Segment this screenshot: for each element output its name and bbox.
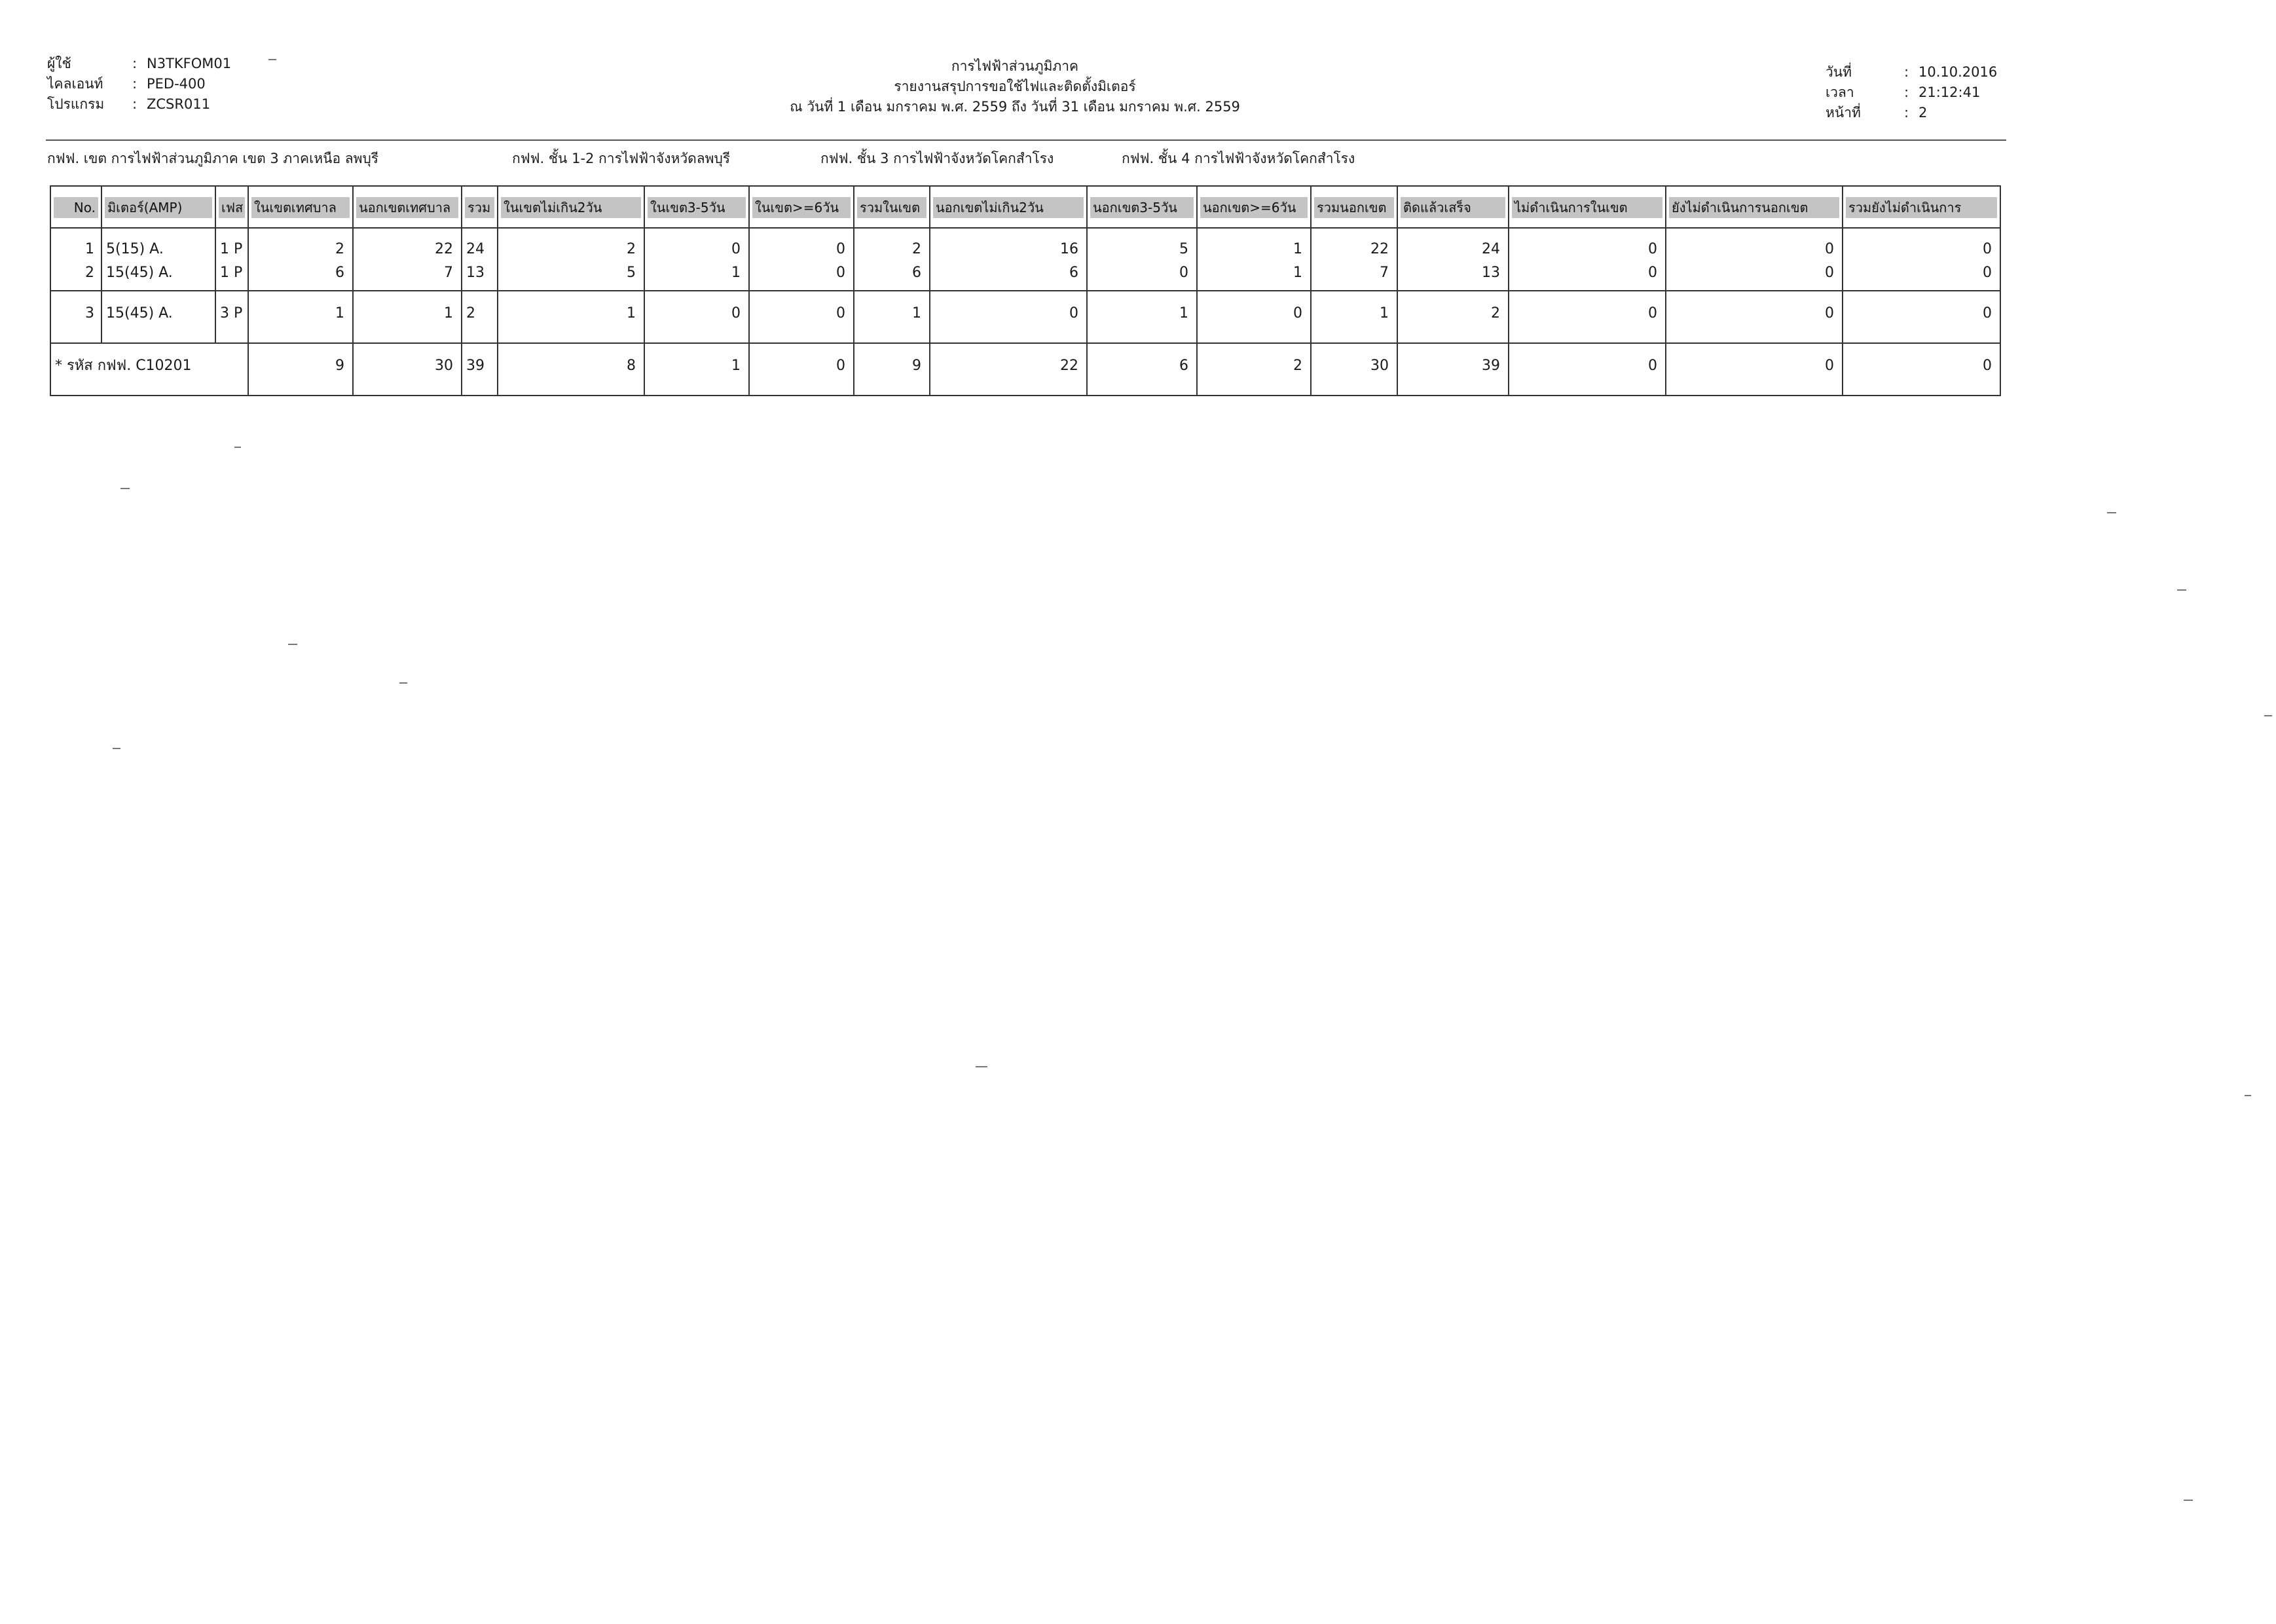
table-cell: 1 [1311,291,1397,343]
subheading-class-1-2-office: กฟฟ. ชั้น 1-2 การไฟฟ้าจังหวัดลพบุรี [512,151,731,166]
table-group-three-phase [50,291,2000,343]
total-office-code-cell: * รหัส กฟฟ. C10201 [50,343,248,396]
phase-cell: 1 P 1 P [215,228,248,291]
meta-program-value: ZCSR011 [147,96,211,112]
table-row [50,228,2000,291]
scan-speck [2184,1500,2193,1501]
table-header-row [50,186,2000,228]
scan-speck [2177,589,2186,591]
report-title: รายงานสรุปการขอใช้ไฟและติดตั้งมิเตอร์ [894,79,1136,94]
column-header: No. [50,186,101,228]
table-cell: 1 [1087,291,1197,343]
table-cell: 0 [930,291,1087,343]
table-cell: 5 0 [1087,228,1197,291]
meta-client-row [47,74,231,94]
table-cell: 2 5 [498,228,644,291]
meta-time-value: 21:12:41 [1918,84,1981,100]
table-cell: 1 [854,291,930,343]
table-cell: 30 [1311,343,1397,396]
scan-speck [288,644,297,645]
meta-page-label: หน้าที่ [1826,105,1861,120]
report-title-block [655,56,1375,117]
table-cell: 0 0 [1843,228,2000,291]
column-header: ในเขตเทศบาล [248,186,353,228]
table-cell: 0 1 [644,228,749,291]
report-meta-right [1826,62,1997,123]
column-header: นอกเขตเทศบาล [353,186,462,228]
table-cell: 1 [353,291,462,343]
scan-speck [113,748,120,749]
table-cell: 2 6 [248,228,353,291]
column-header: รวมในเขต [854,186,930,228]
meta-separator: : [1904,84,1909,100]
report-meta-left [47,54,231,115]
column-header: มิเตอร์(AMP) [101,186,215,228]
column-header: รวมยังไม่ดำเนินการ [1843,186,2000,228]
meta-client-label: ไคลเอนท์ [47,76,103,92]
report-period: ณ วันที่ 1 เดือน มกราคม พ.ศ. 2559 ถึง วันที่ 31 เดือน มกราคม พ.ศ. 2559 [790,99,1240,115]
meta-separator: : [1904,64,1909,80]
table-cell: 9 [854,343,930,396]
table-cell: 0 [1843,291,2000,343]
scan-speck [2264,715,2272,716]
table-cell: 1 1 [1197,228,1311,291]
table-cell: 22 [930,343,1087,396]
phase-cell: 3 P [215,291,248,343]
column-header: เฟส [215,186,248,228]
meta-user-value: N3TKFOM01 [147,56,232,71]
table-total-group [50,343,2000,396]
meta-program-row [47,94,231,115]
column-header: ในเขต3-5วัน [644,186,749,228]
column-header: ติดแล้วเสร็จ [1397,186,1509,228]
table-cell: 8 [498,343,644,396]
office-subheadings [0,148,2276,170]
meta-user-label: ผู้ใช้ [47,56,71,71]
meter-amp-cell: 5(15) A. 15(45) A. [101,228,215,291]
subheading-region-office: กฟฟ. เขต การไฟฟ้าส่วนภูมิภาค เขต 3 ภาคเหนือ ลพบุรี [47,151,379,166]
header-divider [46,139,2006,141]
table-cell: 16 6 [930,228,1087,291]
column-header: นอกเขต>=6วัน [1197,186,1311,228]
meta-separator: : [132,76,138,92]
row-number-cell: 1 2 [50,228,101,291]
column-header: ยังไม่ดำเนินการนอกเขต [1666,186,1843,228]
report-org-name: การไฟฟ้าส่วนภูมิภาค [951,58,1079,74]
table-cell: 2 [1197,343,1311,396]
scan-speck [268,59,276,60]
table-cell: 0 [749,291,854,343]
column-header: นอกเขต3-5วัน [1087,186,1197,228]
table-cell: 0 0 [749,228,854,291]
table-cell: 0 [1509,343,1666,396]
column-header: รวม [462,186,498,228]
table-cell: 39 [1397,343,1509,396]
scan-speck [976,1066,987,1067]
table-cell: 0 [1197,291,1311,343]
column-header: รวมนอกเขต [1311,186,1397,228]
meter-summary-table [50,185,2001,396]
table-cell: 0 [644,291,749,343]
meter-amp-cell: 15(45) A. [101,291,215,343]
table-cell: 0 [1509,291,1666,343]
meta-separator: : [132,96,138,112]
table-cell: 24 13 [1397,228,1509,291]
table-cell: 9 [248,343,353,396]
table-cell: 22 7 [353,228,462,291]
table-cell: 22 7 [1311,228,1397,291]
meta-date-value: 10.10.2016 [1918,64,1998,80]
table-cell: 0 [1666,343,1843,396]
row-number-cell: 3 [50,291,101,343]
table-row [50,291,2000,343]
table-cell: 30 [353,343,462,396]
column-header: ไม่ดำเนินการในเขต [1509,186,1666,228]
scan-speck [399,682,407,684]
table-cell: 0 [1843,343,2000,396]
table-total-row [50,343,2000,396]
scan-speck [2245,1095,2251,1096]
table-cell: 1 [498,291,644,343]
table-cell: 0 0 [1666,228,1843,291]
table-cell: 0 0 [1509,228,1666,291]
meta-time-row [1826,83,1997,103]
subheading-class-3-office: กฟฟ. ชั้น 3 การไฟฟ้าจังหวัดโคกสำโรง [820,151,1054,166]
meta-separator: : [132,56,138,71]
table-cell: 1 [248,291,353,343]
column-header: ในเขตไม่เกิน2วัน [498,186,644,228]
column-header: ในเขต>=6วัน [749,186,854,228]
table-cell: 0 [749,343,854,396]
meta-program-label: โปรแกรม [47,96,105,112]
meta-separator: : [1904,105,1909,120]
scan-speck [234,447,241,448]
table-cell: 2 [1397,291,1509,343]
table-cell: 24 13 [462,228,498,291]
table-group-single-phase [50,228,2000,291]
meta-user-row [47,54,231,74]
meta-date-label: วันที่ [1826,64,1852,80]
table-cell: 1 [644,343,749,396]
table-cell: 2 [462,291,498,343]
meta-page-row [1826,103,1997,123]
meta-time-label: เวลา [1826,84,1854,100]
meta-page-value: 2 [1918,105,1928,120]
meta-client-value: PED-400 [147,76,206,92]
table-cell: 0 [1666,291,1843,343]
meta-date-row [1826,62,1997,83]
scan-speck [120,488,130,489]
subheading-class-4-office: กฟฟ. ชั้น 4 การไฟฟ้าจังหวัดโคกสำโรง [1122,151,1355,166]
column-header: นอกเขตไม่เกิน2วัน [930,186,1087,228]
table-cell: 2 6 [854,228,930,291]
scan-speck [2107,512,2116,513]
table-cell: 6 [1087,343,1197,396]
table-cell: 39 [462,343,498,396]
